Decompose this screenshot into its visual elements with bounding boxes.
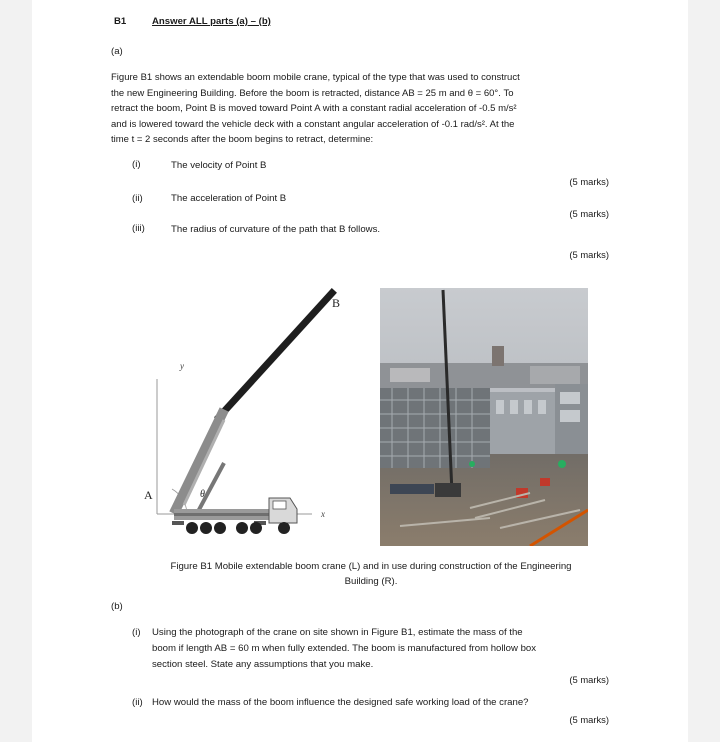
item-text: How would the mass of the boom influence the designed safe working load of the crane? <box>152 697 529 708</box>
distant-building <box>530 366 580 384</box>
item-text: The radius of curvature of the path that B follows. <box>171 224 381 235</box>
point-b-label: B <box>332 296 341 310</box>
crane-diagram <box>132 285 372 545</box>
site-vehicle <box>390 484 434 494</box>
item-marks: (5 marks) <box>569 674 609 685</box>
item-marks: (5 marks) <box>569 249 609 260</box>
part-b-label: (b) <box>111 601 123 612</box>
question-number: B1 <box>114 16 127 27</box>
caption-line: Building (R). <box>344 576 398 587</box>
paragraph-line: retract the boom, Point B is moved toward Point A with a constant radial acceleration of -0.5 m/s² <box>111 103 517 115</box>
item-number: (i) <box>132 159 141 170</box>
item-number: (ii) <box>132 193 143 204</box>
item-marks: (5 marks) <box>569 208 609 219</box>
paragraph-line: and is lowered toward the vehicle deck with a constant angular acceleration of -0.1 rad/s². At the <box>111 118 515 130</box>
paragraph-line: Figure B1 shows an extendable boom mobile crane, typical of the type that was used to construct <box>111 72 520 83</box>
item-number: (i) <box>132 627 141 638</box>
part-a-label: (a) <box>111 46 123 57</box>
item-text: The velocity of Point B <box>171 160 267 171</box>
wheel <box>200 522 212 534</box>
figure-caption <box>111 559 631 589</box>
steel-frame-lines <box>380 388 490 468</box>
paragraph-line: time t = 2 seconds after the boom begins to retract, determine: <box>111 134 374 146</box>
item-text: The acceleration of Point B <box>171 193 287 204</box>
wheel <box>236 522 248 534</box>
point-a-label: A <box>144 488 153 502</box>
boom-outer-section <box>219 293 332 417</box>
crane-body <box>435 483 461 497</box>
red-skip <box>540 478 550 486</box>
item-text-block <box>152 625 632 673</box>
x-axis-label: x <box>321 509 325 519</box>
y-axis-label: y <box>180 361 184 371</box>
cab-window <box>273 501 286 509</box>
theta-label: θ <box>200 489 205 500</box>
item-line: Using the photograph of the crane on site shown in Figure B1, estimate the mass of the <box>152 627 523 638</box>
outrigger-pad <box>172 521 184 525</box>
truck-deck-stripe <box>174 513 269 516</box>
paragraph-line: the new Engineering Building. Before the boom is retracted, distance AB = 25 m and θ = 60°. To <box>111 87 514 99</box>
church-tower <box>492 346 504 366</box>
item-line: boom if length AB = 60 m when fully extended. The boom is manufactured from hollow box <box>152 643 537 654</box>
wheel <box>214 522 226 534</box>
part-a-paragraph <box>111 70 631 148</box>
green-marker <box>469 461 475 467</box>
site-photo-illustration <box>380 288 588 546</box>
caption-line: Figure B1 Mobile extendable boom crane (L) and in use during construction of the Engineering <box>170 561 572 572</box>
item-marks: (5 marks) <box>569 176 609 187</box>
item-line: section steel. State any assumptions that you make. <box>152 659 374 670</box>
exam-page <box>32 0 688 742</box>
question-instruction: Answer ALL parts (a) – (b) <box>152 16 271 27</box>
wheel <box>250 522 262 534</box>
item-number: (iii) <box>132 223 145 234</box>
construction-site-photo <box>380 288 588 546</box>
wheel <box>278 522 290 534</box>
wheel <box>186 522 198 534</box>
distant-building <box>390 368 430 382</box>
item-number: (ii) <box>132 697 143 708</box>
boom-inner-section <box>176 414 222 509</box>
green-marker <box>558 460 566 468</box>
item-marks: (5 marks) <box>569 714 609 725</box>
